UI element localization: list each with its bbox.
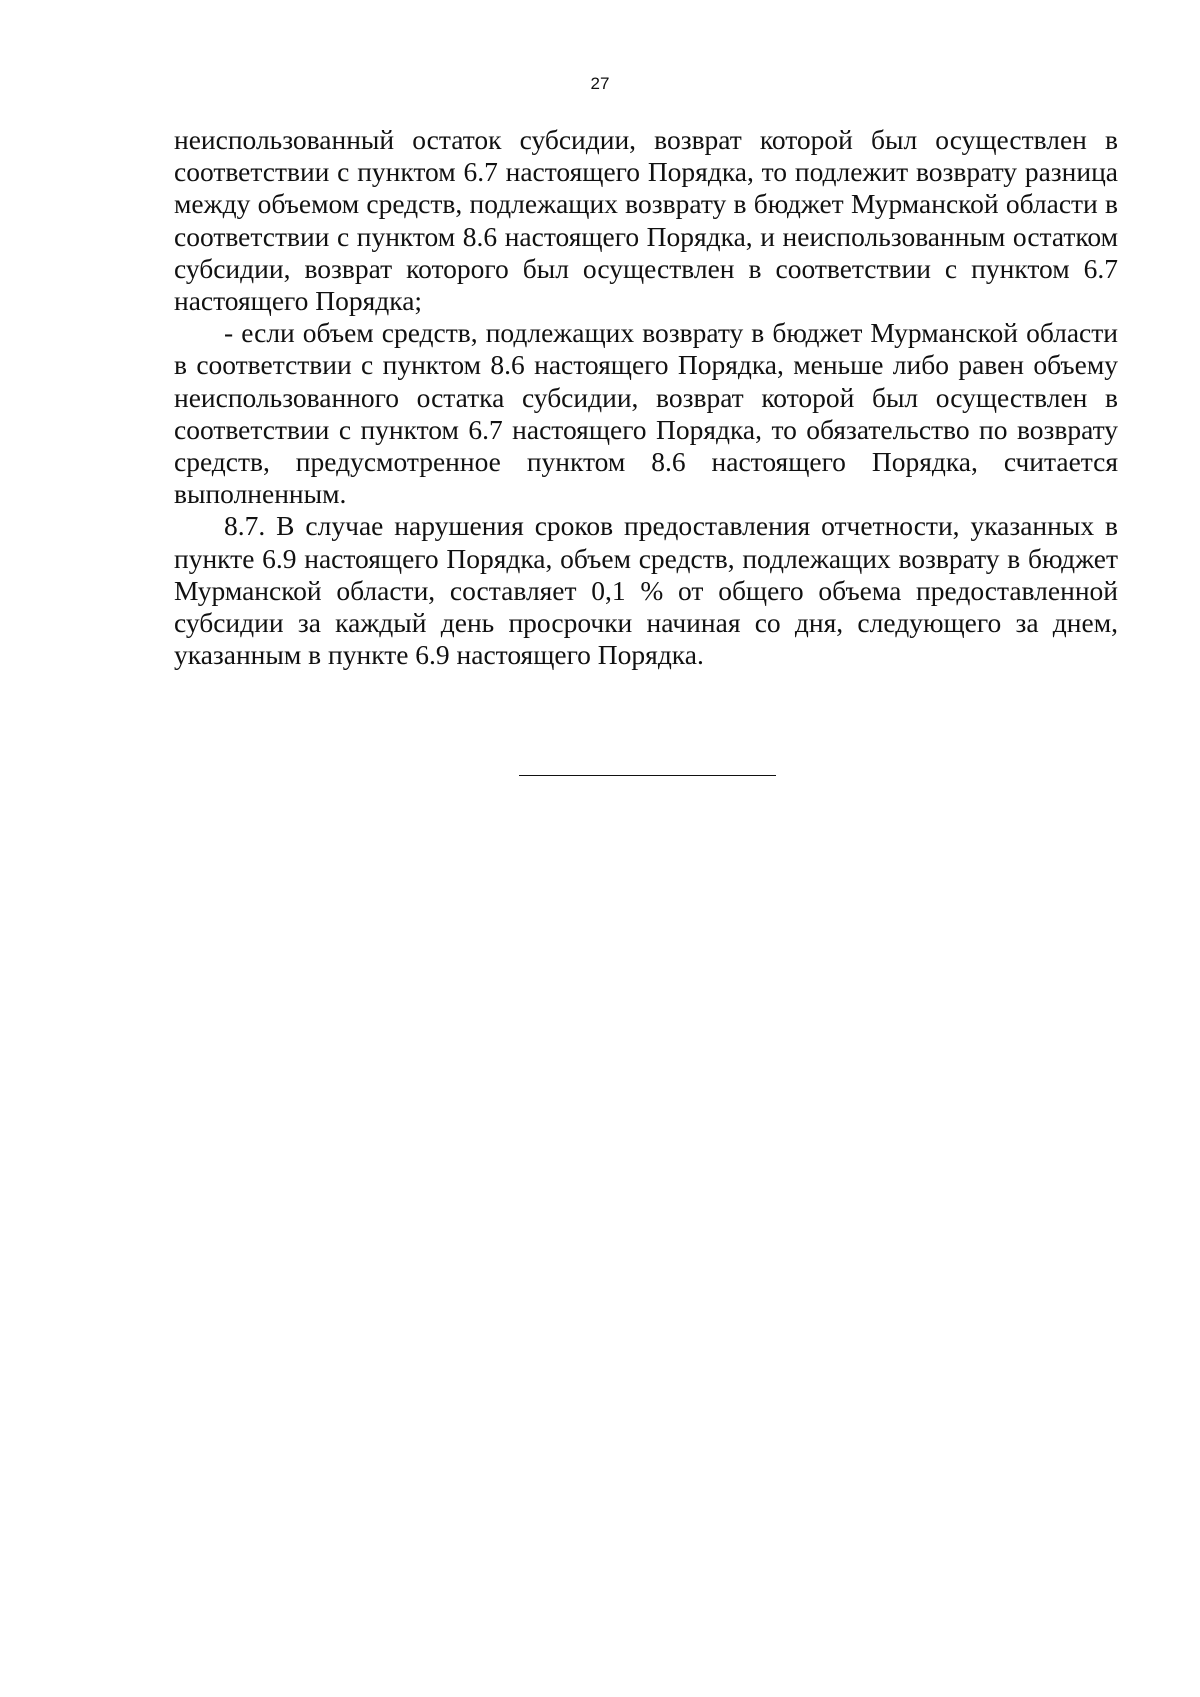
document-body [174,124,1118,671]
page-number: 27 [590,74,610,93]
end-of-document-rule [519,775,776,776]
paragraph-clause-8-7: 8.7. В случае нарушения сроков предоставления отчетности, указанных в пункте 6.9 настоящего Порядка, объем средств, подлежащих возврату в бюджет Мурманской области, составляет 0,1 % от общего объема предоставленной субсидии за каждый день просрочки начиная со дня, следующего за днем, указанным в пункте 6.9 настоящего Порядка. [174,510,1118,671]
paragraph-continuation: неиспользованный остаток субсидии, возврат которой был осуществлен в соответствии с пунктом 6.7 настоящего Порядка, то подлежит возврату разница между объемом средств, подлежащих возврату в бюджет Мурманской области в соответствии с пунктом 8.6 настоящего Порядка, и неиспользованным остатком субсидии, возврат которого был осуществлен в соответствии с пунктом 6.7 настоящего Порядка; [174,124,1118,317]
paragraph-list-item: - если объем средств, подлежащих возврату в бюджет Мурманской области в соответствии с пунктом 8.6 настоящего Порядка, меньше либо равен объему неиспользованного остатка субсидии, возврат которой был осуществлен в соответствии с пунктом 6.7 настоящего Порядка, то обязательство по возврату средств, предусмотренное пунктом 8.6 настоящего Порядка, считается выполненным. [174,317,1118,510]
